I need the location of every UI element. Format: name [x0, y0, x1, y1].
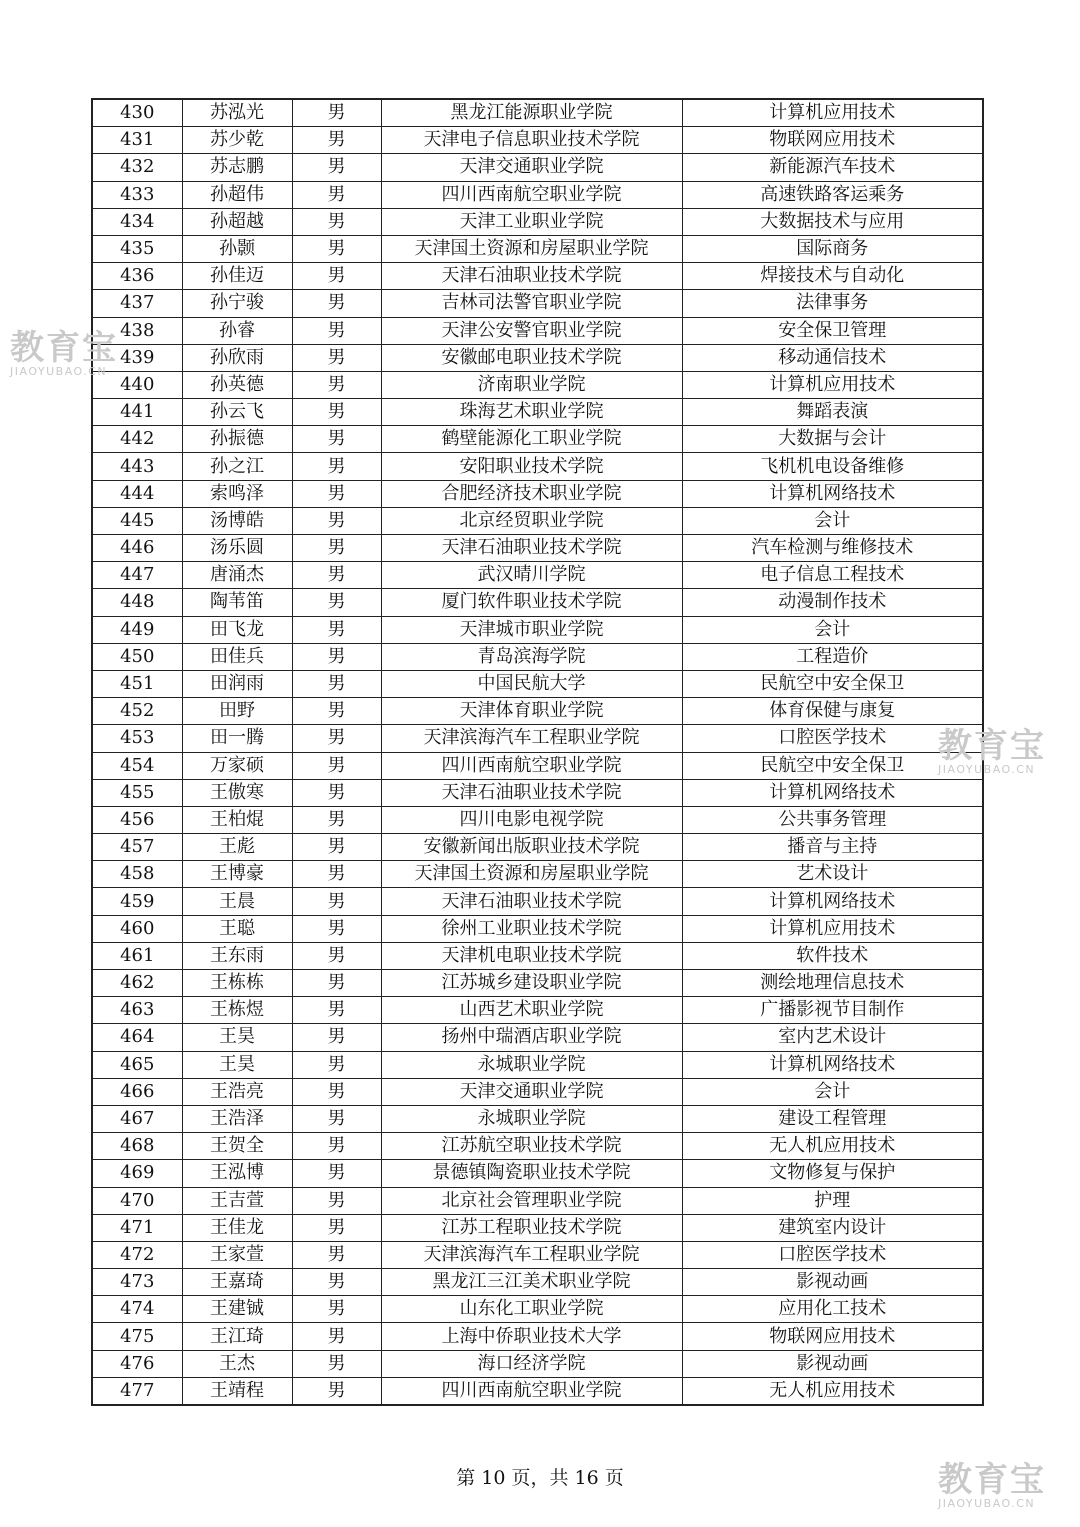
- name-cell: 万家硕: [182, 752, 292, 779]
- gender-cell: 男: [292, 208, 381, 235]
- name-cell: 孙英德: [182, 371, 292, 398]
- major-cell: 护理: [682, 1187, 983, 1214]
- gender-cell: 男: [292, 1078, 381, 1105]
- school-cell: 天津石油职业技术学院: [381, 263, 682, 290]
- row-number-cell: 453: [92, 725, 182, 752]
- row-number-cell: 434: [92, 208, 182, 235]
- table-row: [92, 154, 983, 181]
- name-cell: 孙佳迈: [182, 263, 292, 290]
- major-cell: 动漫制作技术: [682, 589, 983, 616]
- row-number-cell: 470: [92, 1187, 182, 1214]
- table-row: [92, 915, 983, 942]
- school-cell: 青岛滨海学院: [381, 643, 682, 670]
- table-row: [92, 589, 983, 616]
- name-cell: 孙振德: [182, 426, 292, 453]
- major-cell: 广播影视节目制作: [682, 997, 983, 1024]
- gender-cell: 男: [292, 99, 381, 127]
- table-row: [92, 752, 983, 779]
- table-row: [92, 99, 983, 127]
- table-row: [92, 181, 983, 208]
- major-cell: 新能源汽车技术: [682, 154, 983, 181]
- major-cell: 影视动画: [682, 1269, 983, 1296]
- school-cell: 徐州工业职业技术学院: [381, 915, 682, 942]
- name-cell: 田佳兵: [182, 643, 292, 670]
- table-row: [92, 426, 983, 453]
- table-row: [92, 399, 983, 426]
- school-cell: 天津电子信息职业技术学院: [381, 127, 682, 154]
- table-row: [92, 1024, 983, 1051]
- table-row: [92, 779, 983, 806]
- watermark-text: 教育宝: [938, 726, 1046, 766]
- row-number-cell: 465: [92, 1051, 182, 1078]
- major-cell: 大数据技术与应用: [682, 208, 983, 235]
- school-cell: 天津交通职业学院: [381, 1078, 682, 1105]
- major-cell: 物联网应用技术: [682, 127, 983, 154]
- major-cell: 工程造价: [682, 643, 983, 670]
- gender-cell: 男: [292, 643, 381, 670]
- major-cell: 计算机应用技术: [682, 99, 983, 127]
- row-number-cell: 448: [92, 589, 182, 616]
- school-cell: 四川西南航空职业学院: [381, 181, 682, 208]
- major-cell: 建设工程管理: [682, 1105, 983, 1132]
- table-row: [92, 1241, 983, 1268]
- school-cell: 安徽新闻出版职业技术学院: [381, 834, 682, 861]
- school-cell: 永城职业学院: [381, 1051, 682, 1078]
- name-cell: 王吉萱: [182, 1187, 292, 1214]
- row-number-cell: 437: [92, 290, 182, 317]
- row-number-cell: 450: [92, 643, 182, 670]
- major-cell: 计算机应用技术: [682, 915, 983, 942]
- row-number-cell: 436: [92, 263, 182, 290]
- school-cell: 四川电影电视学院: [381, 806, 682, 833]
- school-cell: 四川西南航空职业学院: [381, 1377, 682, 1405]
- table-row: [92, 888, 983, 915]
- school-cell: 天津交通职业学院: [381, 154, 682, 181]
- major-cell: 计算机网络技术: [682, 779, 983, 806]
- school-cell: 济南职业学院: [381, 371, 682, 398]
- major-cell: 口腔医学技术: [682, 1241, 983, 1268]
- table-row: [92, 616, 983, 643]
- gender-cell: 男: [292, 915, 381, 942]
- table-row: [92, 1187, 983, 1214]
- school-cell: 合肥经济技术职业学院: [381, 480, 682, 507]
- major-cell: 国际商务: [682, 235, 983, 262]
- gender-cell: 男: [292, 970, 381, 997]
- gender-cell: 男: [292, 1214, 381, 1241]
- row-number-cell: 446: [92, 535, 182, 562]
- row-number-cell: 439: [92, 344, 182, 371]
- table-row: [92, 263, 983, 290]
- table-row: [92, 806, 983, 833]
- major-cell: 公共事务管理: [682, 806, 983, 833]
- gender-cell: 男: [292, 1296, 381, 1323]
- school-cell: 天津机电职业技术学院: [381, 942, 682, 969]
- name-cell: 孙超伟: [182, 181, 292, 208]
- name-cell: 王晨: [182, 888, 292, 915]
- school-cell: 北京社会管理职业学院: [381, 1187, 682, 1214]
- table-row: [92, 834, 983, 861]
- major-cell: 播音与主持: [682, 834, 983, 861]
- row-number-cell: 464: [92, 1024, 182, 1051]
- table-row: [92, 1214, 983, 1241]
- school-cell: 珠海艺术职业学院: [381, 399, 682, 426]
- gender-cell: 男: [292, 1323, 381, 1350]
- major-cell: 舞蹈表演: [682, 399, 983, 426]
- major-cell: 会计: [682, 1078, 983, 1105]
- major-cell: 文物修复与保护: [682, 1160, 983, 1187]
- name-cell: 王栋煜: [182, 997, 292, 1024]
- gender-cell: 男: [292, 1105, 381, 1132]
- school-cell: 永城职业学院: [381, 1105, 682, 1132]
- row-number-cell: 442: [92, 426, 182, 453]
- major-cell: 口腔医学技术: [682, 725, 983, 752]
- school-cell: 黑龙江三江美术职业学院: [381, 1269, 682, 1296]
- row-number-cell: 472: [92, 1241, 182, 1268]
- name-cell: 王昊: [182, 1051, 292, 1078]
- name-cell: 王佳龙: [182, 1214, 292, 1241]
- gender-cell: 男: [292, 1160, 381, 1187]
- school-cell: 山东化工职业学院: [381, 1296, 682, 1323]
- major-cell: 无人机应用技术: [682, 1377, 983, 1405]
- gender-cell: 男: [292, 535, 381, 562]
- name-cell: 王聪: [182, 915, 292, 942]
- major-cell: 影视动画: [682, 1350, 983, 1377]
- major-cell: 会计: [682, 507, 983, 534]
- table-row: [92, 235, 983, 262]
- gender-cell: 男: [292, 562, 381, 589]
- major-cell: 无人机应用技术: [682, 1133, 983, 1160]
- row-number-cell: 452: [92, 698, 182, 725]
- name-cell: 孙超越: [182, 208, 292, 235]
- school-cell: 天津滨海汽车工程职业学院: [381, 725, 682, 752]
- page-footer: 第 10 页，共 16 页: [456, 1467, 624, 1489]
- gender-cell: 男: [292, 779, 381, 806]
- table-row: [92, 1377, 983, 1405]
- name-cell: 陶苇笛: [182, 589, 292, 616]
- table-row: [92, 1160, 983, 1187]
- row-number-cell: 463: [92, 997, 182, 1024]
- row-number-cell: 469: [92, 1160, 182, 1187]
- school-cell: 山西艺术职业学院: [381, 997, 682, 1024]
- school-cell: 天津公安警官职业学院: [381, 317, 682, 344]
- school-cell: 武汉晴川学院: [381, 562, 682, 589]
- name-cell: 苏志鹏: [182, 154, 292, 181]
- watermark-url: JIAOYUBAO.CN: [938, 1497, 1036, 1510]
- table-row: [92, 480, 983, 507]
- row-number-cell: 444: [92, 480, 182, 507]
- row-number-cell: 475: [92, 1323, 182, 1350]
- table-row: [92, 562, 983, 589]
- row-number-cell: 443: [92, 453, 182, 480]
- school-cell: 中国民航大学: [381, 670, 682, 697]
- major-cell: 软件技术: [682, 942, 983, 969]
- name-cell: 索鸣泽: [182, 480, 292, 507]
- major-cell: 计算机应用技术: [682, 371, 983, 398]
- row-number-cell: 457: [92, 834, 182, 861]
- table-row: [92, 698, 983, 725]
- name-cell: 王昊: [182, 1024, 292, 1051]
- name-cell: 王靖程: [182, 1377, 292, 1405]
- name-cell: 苏少乾: [182, 127, 292, 154]
- gender-cell: 男: [292, 290, 381, 317]
- row-number-cell: 445: [92, 507, 182, 534]
- school-cell: 天津石油职业技术学院: [381, 779, 682, 806]
- name-cell: 王贺全: [182, 1133, 292, 1160]
- row-number-cell: 431: [92, 127, 182, 154]
- gender-cell: 男: [292, 1377, 381, 1405]
- gender-cell: 男: [292, 480, 381, 507]
- table-row: [92, 127, 983, 154]
- major-cell: 会计: [682, 616, 983, 643]
- school-cell: 天津国土资源和房屋职业学院: [381, 861, 682, 888]
- gender-cell: 男: [292, 317, 381, 344]
- row-number-cell: 466: [92, 1078, 182, 1105]
- gender-cell: 男: [292, 888, 381, 915]
- gender-cell: 男: [292, 616, 381, 643]
- school-cell: 上海中侨职业技术大学: [381, 1323, 682, 1350]
- table-row: [92, 670, 983, 697]
- major-cell: 测绘地理信息技术: [682, 970, 983, 997]
- name-cell: 王栋栋: [182, 970, 292, 997]
- gender-cell: 男: [292, 997, 381, 1024]
- row-number-cell: 461: [92, 942, 182, 969]
- gender-cell: 男: [292, 1269, 381, 1296]
- gender-cell: 男: [292, 806, 381, 833]
- school-cell: 天津石油职业技术学院: [381, 888, 682, 915]
- name-cell: 王浩亮: [182, 1078, 292, 1105]
- row-number-cell: 433: [92, 181, 182, 208]
- name-cell: 汤博皓: [182, 507, 292, 534]
- table-row: [92, 507, 983, 534]
- table-row: [92, 1133, 983, 1160]
- major-cell: 体育保健与康复: [682, 698, 983, 725]
- school-cell: 景德镇陶瓷职业技术学院: [381, 1160, 682, 1187]
- name-cell: 王博豪: [182, 861, 292, 888]
- table-row: [92, 1269, 983, 1296]
- major-cell: 焊接技术与自动化: [682, 263, 983, 290]
- name-cell: 田润雨: [182, 670, 292, 697]
- table-row: [92, 1323, 983, 1350]
- name-cell: 孙欣雨: [182, 344, 292, 371]
- table-row: [92, 208, 983, 235]
- school-cell: 江苏工程职业技术学院: [381, 1214, 682, 1241]
- table-row: [92, 725, 983, 752]
- row-number-cell: 440: [92, 371, 182, 398]
- major-cell: 计算机网络技术: [682, 888, 983, 915]
- gender-cell: 男: [292, 399, 381, 426]
- name-cell: 田一腾: [182, 725, 292, 752]
- name-cell: 王浩泽: [182, 1105, 292, 1132]
- name-cell: 王柏焜: [182, 806, 292, 833]
- name-cell: 王泓博: [182, 1160, 292, 1187]
- school-cell: 天津体育职业学院: [381, 698, 682, 725]
- name-cell: 孙云飞: [182, 399, 292, 426]
- name-cell: 孙之江: [182, 453, 292, 480]
- table-row: [92, 453, 983, 480]
- major-cell: 飞机机电设备维修: [682, 453, 983, 480]
- row-number-cell: 435: [92, 235, 182, 262]
- school-cell: 天津石油职业技术学院: [381, 535, 682, 562]
- name-cell: 孙宁骏: [182, 290, 292, 317]
- row-number-cell: 459: [92, 888, 182, 915]
- school-cell: 天津滨海汽车工程职业学院: [381, 1241, 682, 1268]
- gender-cell: 男: [292, 698, 381, 725]
- gender-cell: 男: [292, 1133, 381, 1160]
- gender-cell: 男: [292, 861, 381, 888]
- name-cell: 苏泓光: [182, 99, 292, 127]
- row-number-cell: 460: [92, 915, 182, 942]
- school-cell: 天津工业职业学院: [381, 208, 682, 235]
- row-number-cell: 462: [92, 970, 182, 997]
- gender-cell: 男: [292, 1187, 381, 1214]
- major-cell: 高速铁路客运乘务: [682, 181, 983, 208]
- name-cell: 王建铖: [182, 1296, 292, 1323]
- row-number-cell: 430: [92, 99, 182, 127]
- row-number-cell: 468: [92, 1133, 182, 1160]
- gender-cell: 男: [292, 127, 381, 154]
- school-cell: 四川西南航空职业学院: [381, 752, 682, 779]
- table-row: [92, 997, 983, 1024]
- table-row: [92, 371, 983, 398]
- school-cell: 黑龙江能源职业学院: [381, 99, 682, 127]
- table-row: [92, 643, 983, 670]
- row-number-cell: 451: [92, 670, 182, 697]
- table-row: [92, 1078, 983, 1105]
- watermark-text: 教育宝: [938, 1460, 1046, 1500]
- school-cell: 鹤壁能源化工职业学院: [381, 426, 682, 453]
- gender-cell: 男: [292, 1051, 381, 1078]
- name-cell: 孙睿: [182, 317, 292, 344]
- major-cell: 安全保卫管理: [682, 317, 983, 344]
- gender-cell: 男: [292, 371, 381, 398]
- school-cell: 北京经贸职业学院: [381, 507, 682, 534]
- major-cell: 计算机网络技术: [682, 1051, 983, 1078]
- major-cell: 电子信息工程技术: [682, 562, 983, 589]
- name-cell: 孙颢: [182, 235, 292, 262]
- school-cell: 吉林司法警官职业学院: [381, 290, 682, 317]
- gender-cell: 男: [292, 589, 381, 616]
- name-cell: 王傲寒: [182, 779, 292, 806]
- roster-body: [92, 99, 983, 1405]
- gender-cell: 男: [292, 1024, 381, 1051]
- gender-cell: 男: [292, 752, 381, 779]
- gender-cell: 男: [292, 263, 381, 290]
- table-row: [92, 1105, 983, 1132]
- row-number-cell: 432: [92, 154, 182, 181]
- table-row: [92, 535, 983, 562]
- table-row: [92, 290, 983, 317]
- name-cell: 汤乐圆: [182, 535, 292, 562]
- major-cell: 民航空中安全保卫: [682, 670, 983, 697]
- school-cell: 海口经济学院: [381, 1350, 682, 1377]
- table-row: [92, 970, 983, 997]
- row-number-cell: 473: [92, 1269, 182, 1296]
- school-cell: 扬州中瑞酒店职业学院: [381, 1024, 682, 1051]
- row-number-cell: 458: [92, 861, 182, 888]
- row-number-cell: 441: [92, 399, 182, 426]
- roster-table: [91, 98, 984, 1406]
- name-cell: 唐涌杰: [182, 562, 292, 589]
- name-cell: 王家萱: [182, 1241, 292, 1268]
- row-number-cell: 456: [92, 806, 182, 833]
- major-cell: 建筑室内设计: [682, 1214, 983, 1241]
- gender-cell: 男: [292, 942, 381, 969]
- gender-cell: 男: [292, 670, 381, 697]
- school-cell: 安徽邮电职业技术学院: [381, 344, 682, 371]
- watermark-logo: [938, 728, 1046, 776]
- gender-cell: 男: [292, 426, 381, 453]
- gender-cell: 男: [292, 507, 381, 534]
- table-row: [92, 942, 983, 969]
- table-row: [92, 1296, 983, 1323]
- gender-cell: 男: [292, 1241, 381, 1268]
- major-cell: 计算机网络技术: [682, 480, 983, 507]
- major-cell: 艺术设计: [682, 861, 983, 888]
- major-cell: 移动通信技术: [682, 344, 983, 371]
- name-cell: 王嘉琦: [182, 1269, 292, 1296]
- watermark-logo: [10, 330, 118, 378]
- row-number-cell: 455: [92, 779, 182, 806]
- school-cell: 江苏航空职业技术学院: [381, 1133, 682, 1160]
- row-number-cell: 447: [92, 562, 182, 589]
- name-cell: 王彪: [182, 834, 292, 861]
- table-row: [92, 861, 983, 888]
- table-row: [92, 344, 983, 371]
- name-cell: 田飞龙: [182, 616, 292, 643]
- row-number-cell: 471: [92, 1214, 182, 1241]
- watermark-url: JIAOYUBAO.CN: [10, 365, 108, 378]
- row-number-cell: 477: [92, 1377, 182, 1405]
- watermark-text: 教育宝: [10, 328, 118, 368]
- gender-cell: 男: [292, 181, 381, 208]
- table-row: [92, 1350, 983, 1377]
- major-cell: 民航空中安全保卫: [682, 752, 983, 779]
- school-cell: 江苏城乡建设职业学院: [381, 970, 682, 997]
- gender-cell: 男: [292, 235, 381, 262]
- name-cell: 王东雨: [182, 942, 292, 969]
- school-cell: 天津国土资源和房屋职业学院: [381, 235, 682, 262]
- major-cell: 法律事务: [682, 290, 983, 317]
- row-number-cell: 449: [92, 616, 182, 643]
- row-number-cell: 476: [92, 1350, 182, 1377]
- gender-cell: 男: [292, 725, 381, 752]
- gender-cell: 男: [292, 834, 381, 861]
- major-cell: 室内艺术设计: [682, 1024, 983, 1051]
- gender-cell: 男: [292, 1350, 381, 1377]
- watermark-url: JIAOYUBAO.CN: [938, 763, 1036, 776]
- school-cell: 天津城市职业学院: [381, 616, 682, 643]
- row-number-cell: 454: [92, 752, 182, 779]
- table-row: [92, 317, 983, 344]
- major-cell: 应用化工技术: [682, 1296, 983, 1323]
- major-cell: 物联网应用技术: [682, 1323, 983, 1350]
- gender-cell: 男: [292, 154, 381, 181]
- school-cell: 安阳职业技术学院: [381, 453, 682, 480]
- row-number-cell: 467: [92, 1105, 182, 1132]
- major-cell: 大数据与会计: [682, 426, 983, 453]
- name-cell: 田野: [182, 698, 292, 725]
- major-cell: 汽车检测与维修技术: [682, 535, 983, 562]
- gender-cell: 男: [292, 453, 381, 480]
- name-cell: 王杰: [182, 1350, 292, 1377]
- table-row: [92, 1051, 983, 1078]
- gender-cell: 男: [292, 344, 381, 371]
- row-number-cell: 438: [92, 317, 182, 344]
- row-number-cell: 474: [92, 1296, 182, 1323]
- name-cell: 王江琦: [182, 1323, 292, 1350]
- school-cell: 厦门软件职业技术学院: [381, 589, 682, 616]
